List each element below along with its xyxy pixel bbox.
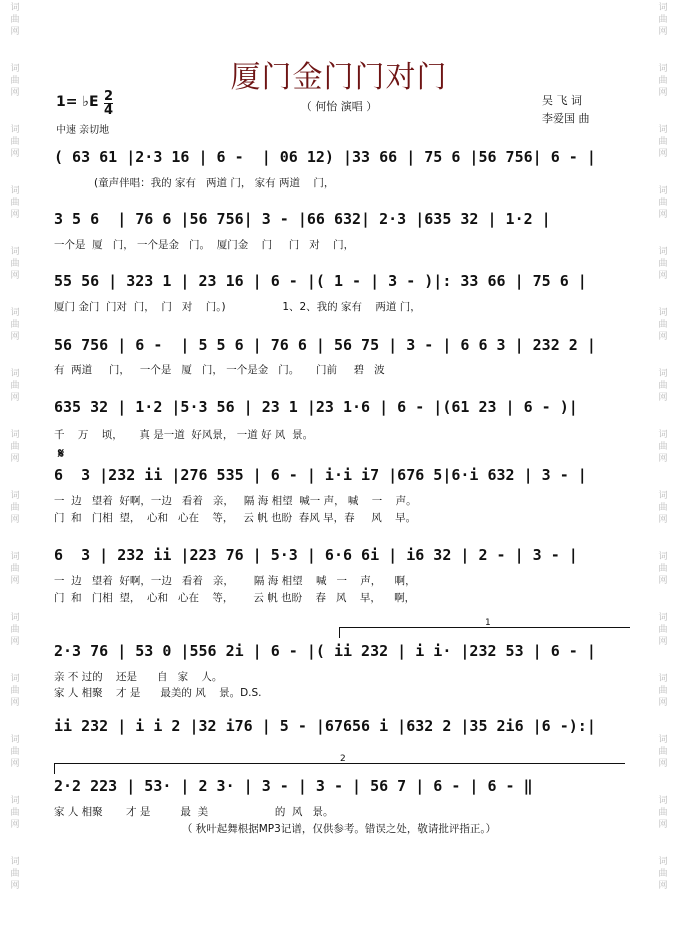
volta-number-2: 2 (340, 754, 346, 764)
score-line-1: ( 63 61 |2·3 16 | 6 - | 06 12) |33 66 | 75 6 |56 756| 6 - | (54, 148, 596, 166)
volta-bracket-2 (54, 754, 625, 774)
watermark-text: 词 曲 网 (658, 613, 668, 647)
lyric-line-5: 千 万 顷， 真 是一道 好风景， 一道 好 风 景。 (54, 429, 314, 441)
watermark-text: 词 曲 网 (658, 430, 668, 464)
credits (542, 92, 590, 128)
score-line-3: 55 56 | 323 1 | 23 16 | 6 - |( 1 - | 3 - )|: 33 66 | 75 6 | (54, 272, 587, 290)
segno-sign: 𝄋 (58, 446, 65, 462)
watermark-text: 词 曲 网 (10, 857, 20, 891)
sheet-music-page (32, 0, 646, 926)
watermark-text: 词 曲 网 (10, 186, 20, 220)
lyric-line-8a: 亲 不 过的 还是 自 家 人。 (54, 671, 223, 683)
watermark-sidebar-right (648, 0, 678, 926)
volta-number-1: 1 (485, 618, 491, 628)
watermark-text: 词 曲 网 (658, 796, 668, 830)
meter-bottom: 4 (104, 103, 114, 118)
key-signature: 1= ♭E (56, 94, 99, 110)
watermark-text: 词 曲 网 (658, 125, 668, 159)
watermark-text: 词 曲 网 (10, 796, 20, 830)
score-line-9: ii 232 | i i 2 |32 i76 | 5 - |67656 i |632 2 |35 2i6 |6 -):| (54, 717, 596, 735)
song-title: 厦门金门门对门 (230, 60, 448, 95)
score-line-5: 635 32 | 1·2 |5·3 56 | 23 1 |23 1·6 | 6 - |(61 23 | 6 - )| (54, 398, 578, 416)
score-line-4: 56 756 | 6 - | 5 5 6 | 76 6 | 56 75 | 3 - | 6 6 3 | 232 2 | (54, 336, 596, 354)
watermark-text: 词 曲 网 (658, 308, 668, 342)
watermark-text: 词 曲 网 (10, 247, 20, 281)
lyric-line-1: (童声伴唱：我的 家有 两道 门， 家有 两道 门， (54, 177, 335, 189)
watermark-text: 词 曲 网 (10, 491, 20, 525)
tempo-marking: 中速 亲切地 (56, 125, 110, 136)
watermark-text: 词 曲 网 (658, 735, 668, 769)
watermark-text: 词 曲 网 (658, 369, 668, 403)
watermark-text: 词 曲 网 (10, 674, 20, 708)
score-line-6: 6 3 |232 ii |276 535 | 6 - | i·i i7 |676 5|6·i 632 | 3 - | (54, 466, 587, 484)
transcription-note: （ 秋叶起舞根据MP3记谱，仅供参考。错误之处，敬请批评指正。） (181, 823, 497, 835)
lyric-line-4: 有 两道 门， 一个是 厦 门， 一个是金 门。 门前 碧 波 (54, 364, 385, 376)
lyricist-credit: 吴 飞 词 (542, 94, 582, 107)
watermark-text: 词 曲 网 (10, 3, 20, 37)
watermark-text: 词 曲 网 (10, 125, 20, 159)
meter-top: 2 (104, 89, 114, 104)
watermark-text: 词 曲 网 (658, 3, 668, 37)
watermark-text: 词 曲 网 (658, 491, 668, 525)
watermark-text: 词 曲 网 (10, 64, 20, 98)
watermark-text: 词 曲 网 (10, 552, 20, 586)
score-line-2: 3 5 6 | 76 6 |56 756| 3 - |66 632| 2·3 |635 32 | 1·2 | (54, 210, 551, 228)
watermark-sidebar-left (0, 0, 30, 926)
composer-credit: 李爱国 曲 (542, 112, 590, 125)
lyric-line-6a: 一 边 望着 好啊，一边 看着 亲， 隔 海 相望 喊一 声， 喊 一 声。 (54, 495, 417, 507)
watermark-text: 词 曲 网 (10, 308, 20, 342)
volta-bracket-1 (339, 618, 630, 638)
time-signature (104, 90, 113, 117)
watermark-text: 词 曲 网 (658, 674, 668, 708)
watermark-text: 词 曲 网 (658, 552, 668, 586)
singer-credit: （ 何怡 演唱 ） (300, 100, 378, 113)
watermark-text: 词 曲 网 (658, 247, 668, 281)
lyric-line-6b: 门 和 门相 望， 心和 心在 等， 云 帆 也盼 春风 早，春 风 早。 (54, 512, 417, 524)
lyric-line-8b: 家 人 相聚 才 是 最美的 风 景。D.S. (54, 687, 262, 699)
score-line-8: 2·3 76 | 53 0 |556 2i | 6 - |( ii 232 | i i· |232 53 | 6 - | (54, 642, 596, 660)
lyric-line-2: 一个是 厦 门， 一个是金 门。 厦门金 门 门 对 门， (54, 239, 355, 251)
lyric-line-7b: 门 和 门相 望， 心和 心在 等， 云 帆 也盼 春 风 早， 啊， (54, 592, 416, 604)
watermark-text: 词 曲 网 (10, 735, 20, 769)
score-line-7: 6 3 | 232 ii |223 76 | 5·3 | 6·6 6i | i6 32 | 2 - | 3 - | (54, 546, 578, 564)
watermark-text: 词 曲 网 (658, 64, 668, 98)
watermark-text: 词 曲 网 (10, 613, 20, 647)
lyric-line-3: 厦门 金门 门对 门， 门 对 门。) 1、2、我的 家有 两道 门， (54, 301, 421, 313)
watermark-text: 词 曲 网 (10, 430, 20, 464)
watermark-text: 词 曲 网 (658, 186, 668, 220)
lyric-line-7a: 一 边 望着 好啊，一边 看着 亲， 隔 海 相望 喊 一 声， 啊， (54, 575, 416, 587)
lyric-line-10: 家 人 相聚 才 是 最 美 的 风 景。 (54, 806, 334, 818)
watermark-text: 词 曲 网 (658, 857, 668, 891)
watermark-text: 词 曲 网 (10, 369, 20, 403)
score-line-10: 2·2 223 | 53· | 2 3· | 3 - | 3 - | 56 7 | 6 - | 6 - ‖ (54, 777, 533, 795)
